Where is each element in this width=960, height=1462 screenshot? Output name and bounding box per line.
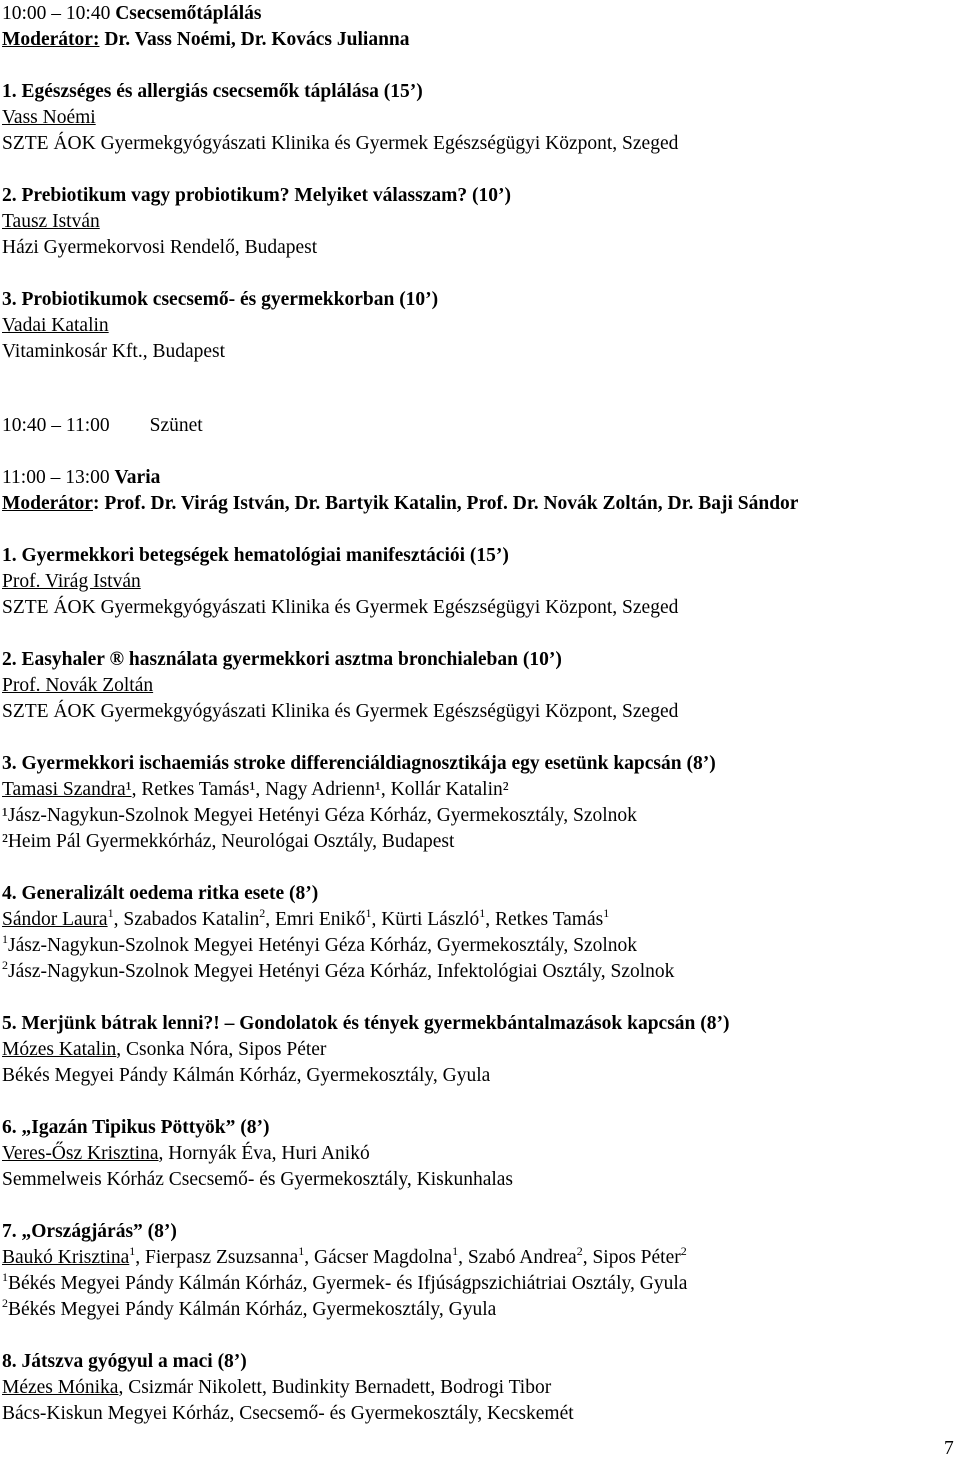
s2-talk5-first-author: Mózes Katalin bbox=[2, 1039, 117, 1060]
s2-talk6-co-authors: , Hornyák Éva, Huri Anikó bbox=[158, 1143, 370, 1164]
s2-talk3-affiliation-2: ²Heim Pál Gyermekkórház, Neurológai Osztály, Budapest bbox=[2, 831, 455, 852]
session2-title: Varia bbox=[114, 467, 161, 488]
session1-header bbox=[2, 1, 261, 27]
s2-talk5-co-authors: , Csonka Nóra, Sipos Péter bbox=[116, 1039, 327, 1060]
break-label: Szünet bbox=[149, 415, 203, 436]
s1-talk1-presenter: Vass Noémi bbox=[2, 107, 96, 128]
session2-time: 11:00 – 13:00 bbox=[2, 467, 110, 488]
s2-talk3-affiliation-1: ¹Jász-Nagykun-Szolnok Megyei Hetényi Géza Kórház, Gyermekosztály, Szolnok bbox=[2, 805, 637, 826]
s2-talk1-affiliation: SZTE ÁOK Gyermekgyógyászati Klinika és Gyermek Egészségügyi Központ, Szeged bbox=[2, 597, 679, 618]
s2-talk6-affiliation: Semmelweis Kórház Csecsemő- és Gyermekosztály, Kiskunhalas bbox=[2, 1169, 514, 1190]
s2-talk1-presenter: Prof. Virág István bbox=[2, 571, 141, 592]
s2-talk8-co-authors: , Csizmár Nikolett, Budinkity Bernadett, Bodrogi Tibor bbox=[118, 1377, 552, 1398]
s1-talk2-title: 2. Prebiotikum vagy probiotikum? Melyiket válasszam? (10’) bbox=[2, 185, 511, 206]
author-name: Retkes Tamás bbox=[494, 909, 604, 930]
session1-title: Csecsemőtáplálás bbox=[115, 3, 262, 24]
author-name: Kürti László bbox=[381, 909, 480, 930]
s1-talk1-affiliation: SZTE ÁOK Gyermekgyógyászati Klinika és Gyermek Egészségügyi Központ, Szeged bbox=[2, 133, 679, 154]
s2-talk5-title: 5. Merjünk bátrak lenni?! – Gondolatok és tények gyermekbántalmazások kapcsán (8’) bbox=[2, 1013, 730, 1034]
s2-talk8-affiliation: Bács-Kiskun Megyei Kórház, Csecsemő- és Gyermekosztály, Kecskemét bbox=[2, 1403, 574, 1424]
s1-talk3-affiliation: Vitaminkosár Kft., Budapest bbox=[2, 341, 226, 362]
s2-talk4-affiliation-2: $^2$Jász-Nagykun-Szolnok Megyei Hetényi Géza Kórház, Infektológiai Osztály, Szolnok bbox=[2, 957, 675, 982]
s2-talk4-authors: Sándor Laura$^1$, Szabados Katalin$^2$, Emri Enikő$^1$, Kürti László$^1$, Retkes Tamás$^1$ bbox=[2, 905, 610, 930]
session1-moderators bbox=[2, 27, 410, 53]
s2-talk3-co-authors: , Retkes Tamás¹, Nagy Adrienn¹, Kollár Katalin² bbox=[131, 779, 509, 800]
session1-moderator-names: Dr. Vass Noémi, Dr. Kovács Julianna bbox=[104, 29, 410, 50]
author-name: Szabó Andrea bbox=[467, 1247, 577, 1268]
s2-talk8-title: 8. Játszva gyógyul a maci (8’) bbox=[2, 1351, 247, 1372]
break-line bbox=[2, 413, 203, 439]
s1-talk2-presenter: Tausz István bbox=[2, 211, 100, 232]
author-name: Sipos Péter bbox=[592, 1247, 681, 1268]
author-name: Emri Enikő bbox=[275, 909, 366, 930]
s2-talk4-title: 4. Generalizált oedema ritka esete (8’) bbox=[2, 883, 319, 904]
s2-talk4-affiliation-1: $^1$Jász-Nagykun-Szolnok Megyei Hetényi Géza Kórház, Gyermekosztály, Szolnok bbox=[2, 931, 638, 956]
s2-talk3-title: 3. Gyermekkori ischaemiás stroke differenciáldiagnosztikája egy esetünk kapcsán (8’) bbox=[2, 753, 716, 774]
session2-moderators bbox=[2, 491, 798, 517]
author-name: Gácser Magdolna bbox=[314, 1247, 453, 1268]
s2-talk2-presenter: Prof. Novák Zoltán bbox=[2, 675, 154, 696]
s2-talk7-authors: Baukó Krisztina$^1$, Fierpasz Zsuzsanna$^1$, Gácser Magdolna$^1$, Szabó Andrea$^2$, Sipos Péter$^2$ bbox=[2, 1243, 687, 1268]
s2-talk8-authors bbox=[2, 1375, 551, 1401]
session2-moderator-names: : Prof. Dr. Virág István, Dr. Bartyik Katalin, Prof. Dr. Novák Zoltán, Dr. Baji Sándor bbox=[92, 493, 799, 514]
s1-talk3-title: 3. Probiotikumok csecsemő- és gyermekkorban (10’) bbox=[2, 289, 439, 310]
s2-talk2-affiliation: SZTE ÁOK Gyermekgyógyászati Klinika és Gyermek Egészségügyi Központ, Szeged bbox=[2, 701, 679, 722]
break-time: 10:40 – 11:00 bbox=[2, 415, 110, 436]
s2-talk7-title: 7. „Országjárás” (8’) bbox=[2, 1221, 177, 1242]
s2-talk8-first-author: Mézes Mónika bbox=[2, 1377, 119, 1398]
session1-time: 10:00 – 10:40 bbox=[2, 3, 111, 24]
s2-talk6-first-author: Veres-Ősz Krisztina bbox=[2, 1143, 159, 1164]
author-name: Baukó Krisztina bbox=[2, 1247, 130, 1268]
author-name: Fierpasz Zsuzsanna bbox=[145, 1247, 299, 1268]
author-name: Szabados Katalin bbox=[123, 909, 260, 930]
s2-talk5-affiliation: Békés Megyei Pándy Kálmán Kórház, Gyermekosztály, Gyula bbox=[2, 1065, 491, 1086]
session1-moderator-label: Moderátor: bbox=[2, 29, 100, 50]
s1-talk2-affiliation: Házi Gyermekorvosi Rendelő, Budapest bbox=[2, 237, 318, 258]
s2-talk3-authors bbox=[2, 777, 509, 803]
s2-talk7-affiliation-1: $^1$Békés Megyei Pándy Kálmán Kórház, Gyermek- és Ifjúságpszichiátriai Osztály, Gyula bbox=[2, 1269, 688, 1294]
s2-talk7-affiliation-2: $^2$Békés Megyei Pándy Kálmán Kórház, Gyermekosztály, Gyula bbox=[2, 1295, 497, 1320]
s1-talk3-presenter: Vadai Katalin bbox=[2, 315, 109, 336]
s2-talk6-title: 6. „Igazán Tipikus Pöttyök” (8’) bbox=[2, 1117, 270, 1138]
s1-talk1-title: 1. Egészséges és allergiás csecsemők táplálása (15’) bbox=[2, 81, 423, 102]
author-name: Sándor Laura bbox=[2, 909, 108, 930]
session2-moderator-label: Moderátor bbox=[2, 493, 93, 514]
s2-talk6-authors bbox=[2, 1141, 370, 1167]
session2-header bbox=[2, 465, 160, 491]
s2-talk3-first-author: Tamasi Szandra¹ bbox=[2, 779, 132, 800]
s2-talk5-authors bbox=[2, 1037, 326, 1063]
page-number: 7 bbox=[944, 1438, 954, 1459]
s2-talk1-title: 1. Gyermekkori betegségek hematológiai manifesztációi (15’) bbox=[2, 545, 509, 566]
s2-talk2-title: 2. Easyhaler ® használata gyermekkori asztma bronchialeban (10’) bbox=[2, 649, 562, 670]
